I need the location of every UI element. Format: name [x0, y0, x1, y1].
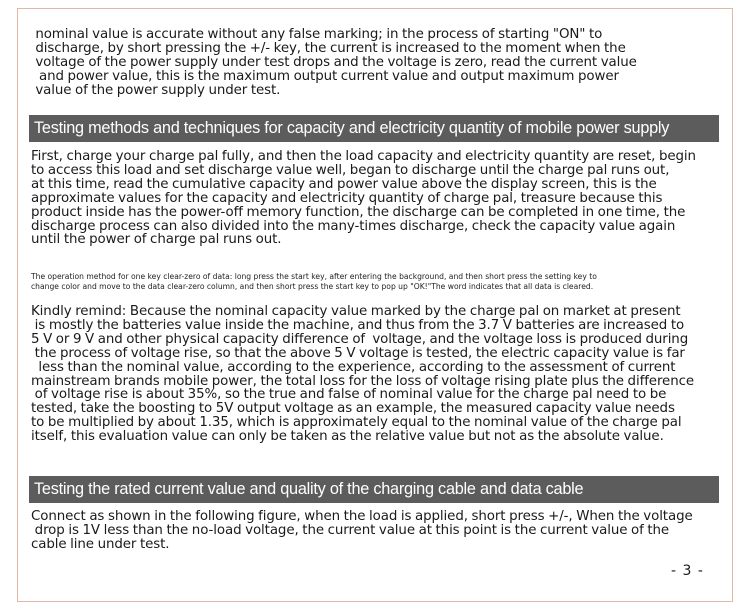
- clear-zero-note: [31, 272, 597, 291]
- note-line: The operation method for one key clear-zero of data: long press the start key, after entering the background, and then short press the setting key to: [31, 272, 597, 281]
- cable-testing-paragraph: [31, 510, 693, 552]
- text-line: product inside has the power-off memory function, the discharge can be completed in one time, the: [31, 204, 686, 220]
- text-line: is mostly the batteries value inside the machine, and thus from the 3.7 V batteries are increased to: [31, 317, 685, 333]
- text-line: until the power of charge pal runs out.: [31, 232, 282, 248]
- text-line: value of the power supply under test.: [28, 82, 281, 98]
- text-line: Kindly remind: Because the nominal capacity value marked by the charge pal on market at present: [31, 304, 681, 319]
- text-line: Connect as shown in the following figure, when the load is applied, short press +/-, When the voltage: [31, 509, 693, 524]
- text-line: voltage of the power supply under test drops and the voltage is zero, read the current value: [28, 54, 637, 70]
- text-line: the process of voltage rise, so that the above 5 V voltage is tested, the electric capacity value is far: [31, 345, 685, 361]
- section-heading-capacity-testing: Testing methods and techniques for capacity and electricity quantity of mobile power supply: [29, 115, 719, 142]
- text-line: approximate values for the capacity and electricity quantity of charge pal, treasure because this: [31, 190, 663, 206]
- intro-paragraph: [28, 28, 637, 98]
- section-heading-cable-testing: Testing the rated current value and quality of the charging cable and data cable: [29, 476, 719, 503]
- text-line: mainstream brands mobile power, the total loss for the loss of voltage rising plate plus the difference: [31, 373, 694, 389]
- text-line: First, charge your charge pal fully, and then the load capacity and electricity quantity are reset, begin: [31, 149, 696, 164]
- capacity-testing-paragraph: [31, 150, 696, 247]
- text-line: 5 V or 9 V and other physical capacity difference of voltage, and the voltage loss is produced during: [31, 331, 689, 347]
- text-line: cable line under test.: [31, 536, 170, 552]
- text-line: tested, take the boosting to 5V output voltage as an example, the measured capacity value needs: [31, 401, 675, 417]
- text-line: nominal value is accurate without any false marking; in the process of starting "ON" to: [28, 27, 603, 42]
- text-line: to be multiplied by about 1.35, which is approximately equal to the nominal value of the charge pal: [31, 415, 682, 431]
- page-number: - 3 -: [671, 563, 704, 579]
- text-line: to access this load and set discharge value well, began to discharge until the charge pal runs out,: [31, 162, 670, 178]
- text-line: at this time, read the cumulative capacity and power value above the display screen, this is the: [31, 176, 657, 192]
- text-line: less than the nominal value, according to the experience, according to the assessment of current: [31, 359, 676, 375]
- text-line: and power value, this is the maximum output current value and output maximum power: [28, 68, 619, 84]
- text-line: discharge, by short pressing the +/- key, the current is increased to the moment when the: [28, 40, 626, 56]
- text-line: itself, this evaluation value can only be taken as the relative value but not as the absolute value.: [31, 429, 664, 445]
- text-line: drop is 1V less than the no-load voltage, the current value at this point is the current value of the: [31, 522, 670, 538]
- note-line: change color and move to the data clear-zero column, and then short press the start key to pop up "OK!"The word indicates that all data is cleared.: [31, 281, 594, 291]
- text-line: of voltage rise is about 35%, so the true and false of nominal value for the charge pal need to be: [31, 387, 667, 403]
- kindly-remind-paragraph: [31, 305, 694, 444]
- text-line: discharge process can also divided into the many-times discharge, check the capacity value again: [31, 218, 676, 234]
